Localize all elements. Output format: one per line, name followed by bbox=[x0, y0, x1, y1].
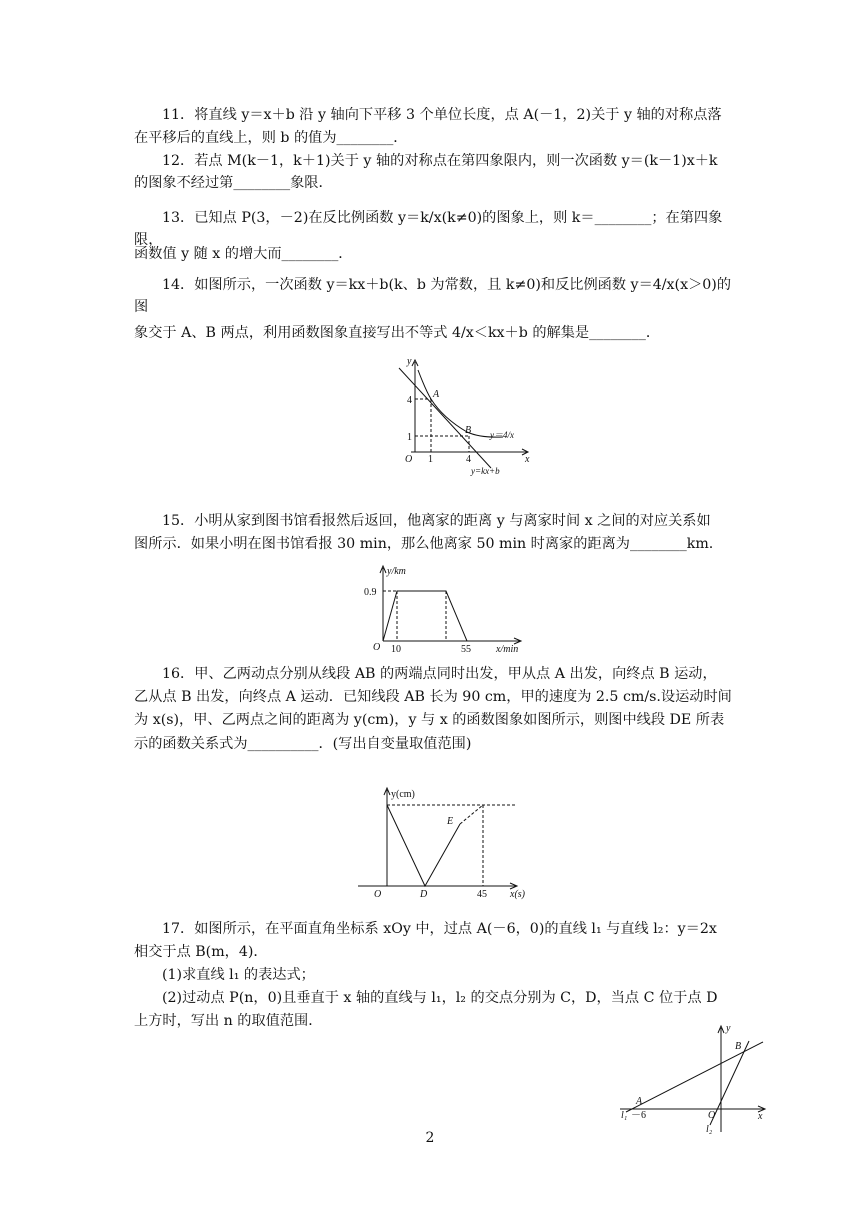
q15-origin: O bbox=[373, 642, 381, 653]
q11-line1: 11．将直线 y＝x＋b 沿 y 轴向下平移 3 个单位长度，点 A(－1，2)关于 y 轴的对称点落 bbox=[162, 107, 722, 123]
q14-tick-4-y: 4 bbox=[407, 395, 412, 406]
q16-line3: 为 x(s)，甲、乙两点之间的距离为 y(cm)，y 与 x 的函数图象如图所示，则图中线段 DE 所表 bbox=[134, 712, 725, 728]
curve-4-over-x bbox=[418, 370, 503, 437]
q14-point-b: B bbox=[465, 425, 472, 436]
line-l1 bbox=[626, 1042, 763, 1112]
q14-x-axis: x bbox=[525, 454, 530, 465]
q14-line2: 象交于 A、B 两点，利用函数图象直接写出不等式 4/x＜kx＋b 的解集是________． bbox=[134, 325, 661, 341]
q13-line2: 函数值 y 随 x 的增大而________． bbox=[134, 246, 353, 262]
q14-origin: O bbox=[405, 454, 413, 465]
q14-figure bbox=[395, 356, 535, 478]
q12-line2: 的图象不经过第________象限． bbox=[134, 175, 333, 191]
q14-tick-4-x: 4 bbox=[466, 454, 471, 465]
q17-point-a: A bbox=[636, 1096, 643, 1107]
q13-line1: 13．已知点 P(3，－2)在反比例函数 y＝k/x(k≠0)的图象上，则 k＝________；在第四象限， bbox=[134, 210, 723, 248]
q15-tick-10: 10 bbox=[391, 644, 401, 654]
q16-origin: O bbox=[374, 889, 382, 900]
q15-figure bbox=[362, 562, 532, 654]
q16-point-e: E bbox=[447, 816, 454, 827]
q17-point-b: B bbox=[735, 1041, 742, 1052]
q14-point-a: A bbox=[433, 389, 440, 400]
q17-tick-m6: －6 bbox=[631, 1110, 646, 1121]
q16-line1: 16．甲、乙两动点分别从线段 AB 的两端点同时出发，甲从点 A 出发，向终点 B 运动， bbox=[162, 666, 717, 682]
q14-line1: 14．如图所示，一次函数 y＝kx＋b(k、b 为常数，且 k≠0)和反比例函数 y＝4/x(x＞0)的图 bbox=[134, 277, 732, 315]
q16-line2: 乙从点 B 出发，向终点 A 运动．已知线段 AB 长为 90 cm，甲的速度为 2.5 cm/s.设运动时间 bbox=[134, 689, 732, 705]
q15-line2: 图所示．如果小明在图书馆看报 30 min，那么他离家 50 min 时离家的距离为________km. bbox=[134, 536, 714, 552]
q15-line1: 15．小明从家到图书馆看报然后返回，他离家的距离 y 与离家时间 x 之间的对应关系如 bbox=[162, 513, 711, 529]
q14-y-axis: y bbox=[407, 356, 412, 367]
q17-sub2b: 上方时，写出 n 的取值范围． bbox=[134, 1013, 323, 1029]
q17-y-axis: y bbox=[726, 1023, 731, 1034]
q17-sub1: (1)求直线 l₁ 的表达式； bbox=[162, 967, 315, 983]
line-l2 bbox=[710, 1041, 749, 1125]
q14-tick-1-y: 1 bbox=[407, 432, 412, 443]
q15-distance-line bbox=[383, 591, 467, 641]
q17-line2: 相交于点 B(m，4)． bbox=[134, 944, 268, 960]
q17-line1: 17．如图所示，在平面直角坐标系 xOy 中，过点 A(－6，0)的直线 l₁ 与直线 l₂：y＝2x bbox=[162, 921, 717, 937]
q12-line1: 12．若点 M(k－1，k＋1)关于 y 轴的对称点在第四象限内，则一次函数 y＝(k－1)x＋k bbox=[162, 153, 718, 169]
q17-origin: O bbox=[708, 1110, 716, 1121]
q16-tick-45: 45 bbox=[477, 889, 487, 900]
q17-l2-label: l₂ bbox=[706, 1124, 713, 1135]
q17-figure bbox=[618, 1022, 770, 1136]
q11-line2: 在平移后的直线上，则 b 的值为________． bbox=[134, 130, 408, 146]
q16-x-label: x(s) bbox=[510, 889, 525, 900]
q17-sub2a: (2)过动点 P(n，0)且垂直于 x 轴的直线与 l₁，l₂ 的交点分别为 C，D，当点 C 位于点 D bbox=[162, 990, 718, 1006]
q15-tick-55: 55 bbox=[461, 644, 471, 654]
q14-curve-label: y＝4/x bbox=[490, 430, 514, 440]
q16-y-label: y(cm) bbox=[391, 789, 415, 800]
line-kx-b bbox=[399, 368, 491, 468]
q16-point-d: D bbox=[420, 889, 428, 900]
page-number: 2 bbox=[425, 1130, 435, 1146]
q16-line4: 示的函数关系式为__________．(写出自变量取值范围) bbox=[134, 736, 472, 752]
q16-figure bbox=[358, 782, 534, 904]
q15-tick-09: 0.9 bbox=[364, 587, 377, 598]
q15-y-label: y/km bbox=[387, 566, 406, 577]
q17-x-axis: x bbox=[758, 1111, 763, 1122]
q15-x-label: x/min bbox=[496, 644, 519, 654]
q17-l1-label: l₁ bbox=[621, 1110, 628, 1121]
q14-tick-1-x: 1 bbox=[428, 454, 433, 465]
q14-line-label: y=kx+b bbox=[471, 466, 500, 476]
